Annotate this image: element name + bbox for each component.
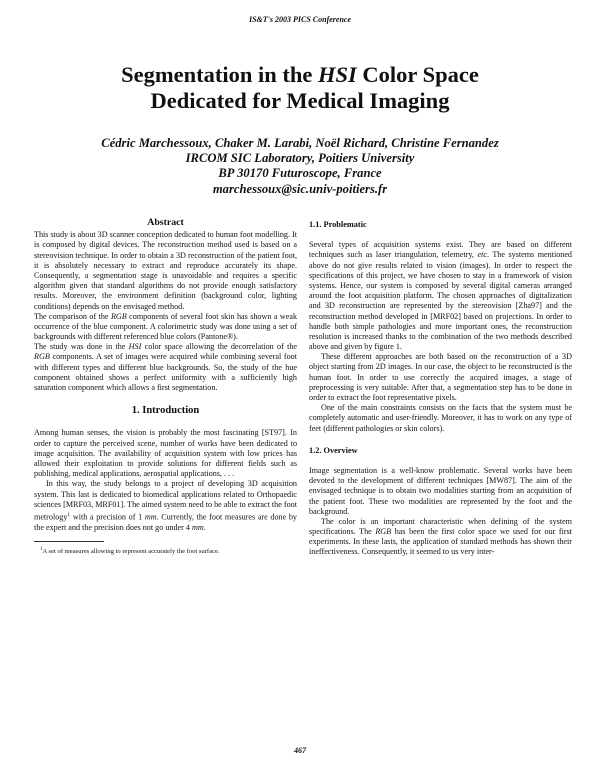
abstract-paragraph-1: This study is about 3D scanner conception dedicated to human foot modelling. It is composed by digital devices. The reconstruction method used is based on a stereovision technique. In order to obtain a 3D reconstruction of the patient foot, it is absolutely necessary to extract and reproduce accurately its shape. Consequently, a segmentation stage is unavoidable and requires a specific algorithm given that standard algorithms do not provide enough satisfactory results. Moreover, the environment definition (background color, lighting conditions) depends on the envisaged method. [34, 230, 297, 311]
intro-paragraph-1: Among human senses, the vision is probably the most fascinating [ST97]. In order to capture the perceived scene, number of works have been dedicated to image acquisition. The availability of acquisition system with low prices has allowed their exploitation to provide solutions for different fields such as publishing, medical applications, aerospatial applications, . . . [34, 428, 297, 479]
problematic-paragraph-1: Several types of acquisition systems exist. They are based on different techniques such as laser triangulation, telemetry, etc. The systems mentioned above do not give results related to vision (images). In order to respect the specifications of this project, we have chosen to stay in a framework of vision systems. Hence, our system is composed by several digital cameras arranged around the foot acquisition platform. The chosen approaches of digitalization and 3D reconstruction are represented by the stereovision [Zha97] and the reconstruction method developed in [MRF02] based on projections. In order to handle both simple pathologies and more important ones, the reconstruction resolution is increased thanks to the combination of the two methods described above and given by figure 1. [309, 240, 572, 352]
left-column [34, 218, 297, 556]
introduction-heading: 1. Introduction [131, 405, 200, 417]
overview-paragraph-2: The color is an important characteristic when defining of the system specifications. The RGB has been the first color space we used for our first experiments. In these lasts, the application of standard methods has shown their ineffectiveness. Consequently, it seemed to us very inter- [309, 516, 572, 557]
right-column [309, 220, 572, 558]
author-affiliation: IRCOM SIC Laboratory, Poitiers University [185, 151, 415, 166]
page-number: 467 [294, 746, 306, 755]
conference-header: IS&T's 2003 PICS Conference [248, 15, 351, 24]
title-line-2: Dedicated for Medical Imaging [150, 88, 450, 113]
title-line-1: Segmentation in the HSI Color Space [121, 62, 479, 87]
overview-paragraph-1: Image segmentation is a well-know problematic. Several works have been devoted to the development of different techniques [MW87]. The aim of the envisaged technique is to obtain two modalities starting from an acquisition of the patient foot. These two modalities are represented by the foot and the background. [309, 465, 572, 516]
abstract-paragraph-3: The study was done in the HSI color space allowing the decorrelation of the RGB components. A set of images were acquired while combining several foot with different types and different blue backgrounds. So, the study of the hue component obtained shows a perfect uniformity with a sufficiently high saturation component which allows a first segmentation. [34, 342, 297, 392]
footnote: $^1$A set of measures allowing to represent accurately the foot surface. [40, 546, 220, 556]
problematic-paragraph-3: One of the main constraints consists on the facts that the system must be completely automatic and user-friendly. Moreover, it has to work on any type of feet (different pathologies or skin colors). [309, 403, 572, 433]
overview-heading: 1.2. Overview [309, 445, 358, 455]
author-names: Cédric Marchessoux, Chaker M. Larabi, Noël Richard, Christine Fernandez [101, 136, 499, 150]
paper-title [0, 62, 600, 114]
author-address: BP 30170 Futuroscope, France [218, 166, 382, 181]
footnote-rule [34, 541, 104, 542]
intro-paragraph-2: In this way, the study belongs to a project of developing 3D acquisition system. This last is dedicated to biomedical applications related to Orthopaedic sciences [MRF03, MRF01]. The aimed system need to be able to extract the foot metrology$^1$ with a precision of 1 mm. Currently, the foot measures are done by the expert and the precision does not go under 4 mm. [34, 479, 297, 532]
problematic-paragraph-2: These different approaches are both based on the reconstruction of a 3D object starting from 2D images. In our case, the object to be reconstructed is the human foot. In order to use correctly the acquired images, a stage of preprocessing is very suitable. After that, a segmentation step has to be done in order to extract the foot representative pixels. [309, 352, 572, 402]
author-block [0, 136, 600, 197]
abstract-heading: Abstract [147, 217, 184, 228]
abstract-paragraph-2: The comparison of the RGB components of several foot skin has shown a weak occurrence of the blue component. A colorimetric study was done using a set of backgrounds with different referenced blue colors (Pantone®). [34, 311, 298, 342]
author-email: marchessoux@sic.univ-poitiers.fr [212, 181, 388, 196]
problematic-heading: 1.1. Problematic [309, 220, 367, 229]
